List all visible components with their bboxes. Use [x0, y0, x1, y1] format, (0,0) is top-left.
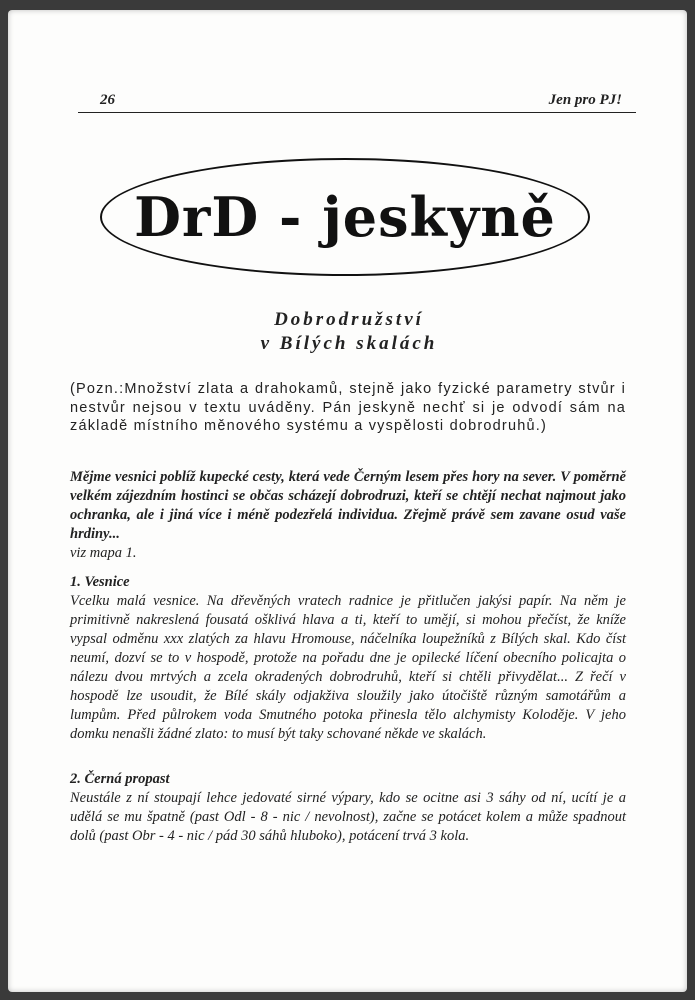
adventure-title [70, 308, 628, 356]
author-note: (Pozn.:Množství zlata a drahokamů, stejně jako fyzické parametry stvůr i nestvůr nejsou v textu uváděny. Pán jeskyně nechť si je odvodí sám na základě místního měnového systému a vyspělosti dobrodruhů.) [70, 381, 626, 434]
adventure-title-line2: v Bílých skalách [260, 333, 438, 354]
page-number: 26 [100, 92, 115, 108]
logo-title: DrD - jeskyně [134, 185, 556, 249]
adventure-title-line1: Dobrodružství [274, 309, 424, 330]
intro-paragraph [70, 468, 626, 563]
section-body: Vcelku malá vesnice. Na dřevěných vratech radnice je přitlučen jakýsi papír. Na něm je primitivně nakreslená fousatá ošklivá hlava a ti, kteří to umějí, si mohou přečíst, že knížе vypsal odměnu xxx zlatých za hlavu Hromouse, náčelníka loupežníků z Bílých skal. Kdo číst neumí, dozví se to v hospodě, protože na pořadu dne je opilecké líčení obecního policajta o nálezu dvou mrtvých a zcela okradených dobrodruhů, kteří si chtěli přivydělat... Z řečí v hospodě lze usoudit, že Bílé skály odjakživa sloužily jako útočiště různým samotářům a lumpům. Před půlrokem voda Smutného potoka přinesla tělo alchymisty Koloděje. V jeho domku nenašli žádné zlato: to musí být taky schované někde ve skalách. [70, 593, 626, 742]
section-body: Neustále z ní stoupají lehce jedovaté sirné výpary, kdo se ocitne asi 3 sáhy od ní, ucítí je a udělá se mu špatně (past Odl - 8 - nic / nevolnost), začne se potácet kolem a může spadnout dolů (past Obr - 4 - nic / pád 30 sáhů hluboko), potácení trvá 3 kola. [70, 790, 626, 844]
page-header [78, 90, 636, 113]
map-reference: viz mapa 1. [70, 545, 137, 561]
section-heading: 1. Vesnice [70, 574, 130, 590]
section-black-abyss [70, 770, 626, 846]
section-village [70, 573, 626, 744]
running-title: Jen pro PJ! [548, 92, 622, 108]
intro-bold-text: Mějme vesnici poblíž kupecké cesty, která vede Černým lesem přes hory na sever. V poměrně velkém zájezdním hostinci se občas scházejí dobrodruzi, kteří se chtějí nechat najmout jako ochranka, ale i jiná více i méně podezřelá individua. Zřejmě právě sem zavane osud vaše hrdiny... [70, 469, 626, 542]
section-heading: 2. Černá propast [70, 771, 170, 787]
